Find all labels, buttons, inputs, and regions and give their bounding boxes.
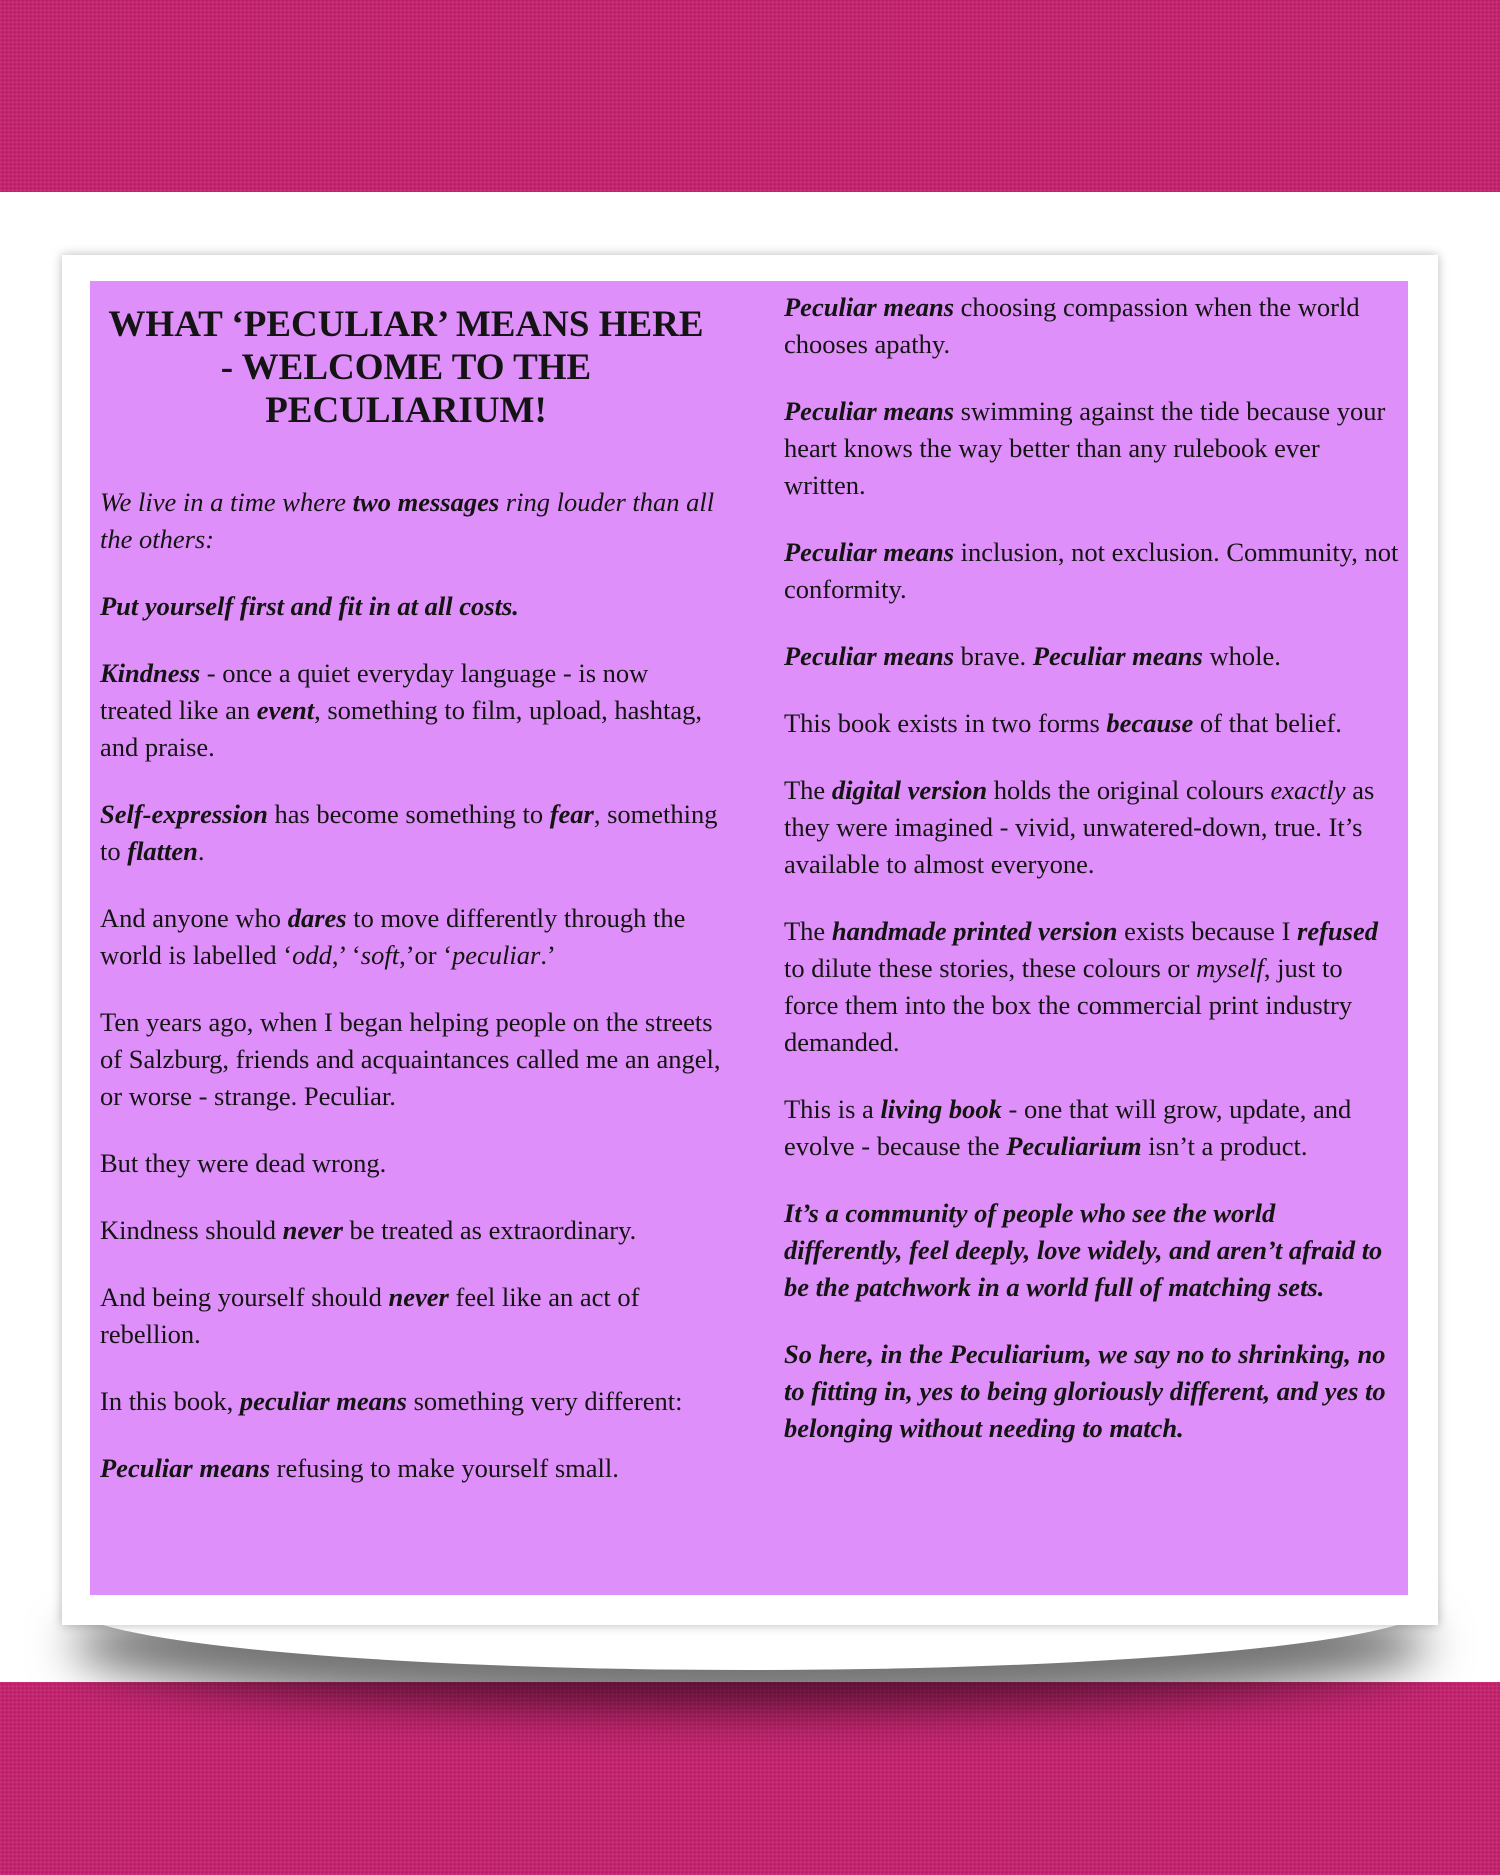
right-text-column: [784, 281, 1400, 1477]
paragraph: [784, 393, 1400, 504]
paragraph: [784, 638, 1400, 675]
text-run: to move differently through the world is labelled ‘: [100, 903, 686, 970]
text-run: It’s a community of people who see the world differently, feel deeply, love widely, and aren’t afraid to be the patchwork in a world full of matching sets.: [784, 1198, 1383, 1302]
paragraph: [100, 1004, 724, 1115]
paragraph: [784, 289, 1400, 363]
text-run: living book: [880, 1094, 1002, 1124]
text-run: So here, in the Peculiarium, we say no to shrinking, no to fitting in, yes to being gloriously different, and yes to belonging without needing to match.: [784, 1339, 1386, 1443]
text-run: The: [784, 775, 832, 805]
right-paragraphs: [784, 289, 1400, 1447]
text-run: something very different:: [406, 1386, 683, 1416]
text-run: This book exists in two forms: [784, 708, 1107, 738]
text-run: holds the original colours: [987, 775, 1271, 805]
paragraph: [100, 1279, 724, 1353]
text-run: exactly: [1270, 775, 1346, 805]
text-run: be treated as extraordinary.: [342, 1215, 637, 1245]
text-run: And anyone who: [100, 903, 288, 933]
paragraph: [100, 1145, 724, 1182]
text-run: exists because I: [1117, 916, 1298, 946]
paragraph: [784, 534, 1400, 608]
text-run: never: [388, 1282, 449, 1312]
text-run: Peculiar means: [784, 641, 955, 671]
text-run: - one that will grow, update, and evolve - because the: [784, 1094, 1352, 1161]
text-run: Ten years ago, when I began helping people on the streets of Salzburg, friends and acquaintances called me an angel, or worse - strange. Peculiar.: [100, 1007, 721, 1111]
text-run: Peculiar means: [784, 396, 955, 426]
text-run: refused: [1297, 916, 1378, 946]
text-run: But they were dead wrong.: [100, 1148, 387, 1178]
text-run: digital version: [831, 775, 988, 805]
text-run: whole.: [1202, 641, 1281, 671]
text-run: , something to film, upload, hashtag, and praise.: [100, 695, 702, 762]
left-paragraphs: [100, 484, 724, 1487]
text-run: refusing to make yourself small.: [270, 1453, 619, 1483]
text-run: odd: [292, 940, 332, 970]
text-run: fear: [549, 799, 594, 829]
text-run: brave.: [954, 641, 1033, 671]
text-run: peculiar means: [239, 1386, 407, 1416]
text-run: - once a quiet everyday language - is now treated like an: [100, 658, 649, 725]
text-run: Peculiar means: [784, 292, 955, 322]
paragraph: [784, 913, 1400, 1061]
text-run: .’: [540, 940, 556, 970]
paragraph: [100, 588, 724, 625]
text-run: , just to force them into the box the commercial print industry demanded.: [784, 953, 1353, 1057]
text-run: choosing compassion when the world chooses apathy.: [784, 292, 1360, 359]
text-run: never: [282, 1215, 343, 1245]
paragraph: [100, 655, 724, 766]
paragraph: [100, 1450, 724, 1487]
paragraph: [784, 705, 1400, 742]
text-run: because: [1106, 708, 1194, 738]
paragraph: [100, 796, 724, 870]
text-run: inclusion, not exclusion. Community, not conformity.: [784, 537, 1399, 604]
text-run: ,’or ‘: [399, 940, 453, 970]
text-run: event: [256, 695, 315, 725]
text-run: ,’ ‘: [331, 940, 361, 970]
text-run: dares: [287, 903, 347, 933]
text-run: peculiar: [452, 940, 541, 970]
text-run: Peculiar means: [100, 1453, 271, 1483]
text-run: feel like an act of rebellion.: [100, 1282, 640, 1349]
lilac-text-panel: [90, 281, 1408, 1595]
text-run: We live in a time where: [100, 487, 353, 517]
page-card: [62, 255, 1438, 1625]
text-run: .: [197, 836, 205, 866]
paragraph: [784, 1091, 1400, 1165]
paragraph: [100, 484, 724, 558]
text-run: myself: [1196, 953, 1264, 983]
text-run: flatten: [127, 836, 198, 866]
paragraph: [784, 1336, 1400, 1447]
text-run: soft: [360, 940, 400, 970]
page-title: WHAT ‘PECULIAR’ MEANS HERE - WELCOME TO THE PECULIARIUM!: [108, 304, 704, 431]
text-run: two messages: [352, 487, 500, 517]
paragraph: [784, 1195, 1400, 1306]
left-text-column: [100, 281, 724, 1517]
text-run: This is a: [784, 1094, 881, 1124]
text-run: Peculiar means: [784, 537, 955, 567]
text-run: Peculiar means: [1032, 641, 1203, 671]
paragraph: [784, 772, 1400, 883]
text-run: swimming against the tide because your heart knows the way better than any rulebook ever written.: [784, 396, 1386, 500]
paragraph: [100, 1383, 724, 1420]
text-run: And being yourself should: [100, 1282, 389, 1312]
text-run: , something to: [100, 799, 718, 866]
text-run: In this book,: [100, 1386, 240, 1416]
text-run: Self-expression: [100, 799, 268, 829]
text-run: as they were imagined - vivid, unwatered-down, true. It’s available to almost everyone.: [784, 775, 1375, 879]
text-run: Kindness: [100, 658, 201, 688]
text-run: handmade printed version: [831, 916, 1118, 946]
text-run: Put yourself first and fit in at all costs.: [100, 591, 519, 621]
text-run: has become something to: [267, 799, 550, 829]
text-run: Peculiarium: [1006, 1131, 1142, 1161]
paragraph: [100, 900, 724, 974]
right-column-top-spacer: [784, 281, 1400, 289]
text-run: isn’t a product.: [1141, 1131, 1308, 1161]
text-run: of that belief.: [1193, 708, 1342, 738]
text-run: The: [784, 916, 832, 946]
text-run: Kindness should: [100, 1215, 283, 1245]
paragraph: [100, 1212, 724, 1249]
text-run: to dilute these stories, these colours or: [784, 953, 1197, 983]
text-run: ring louder than all the others:: [100, 487, 715, 554]
